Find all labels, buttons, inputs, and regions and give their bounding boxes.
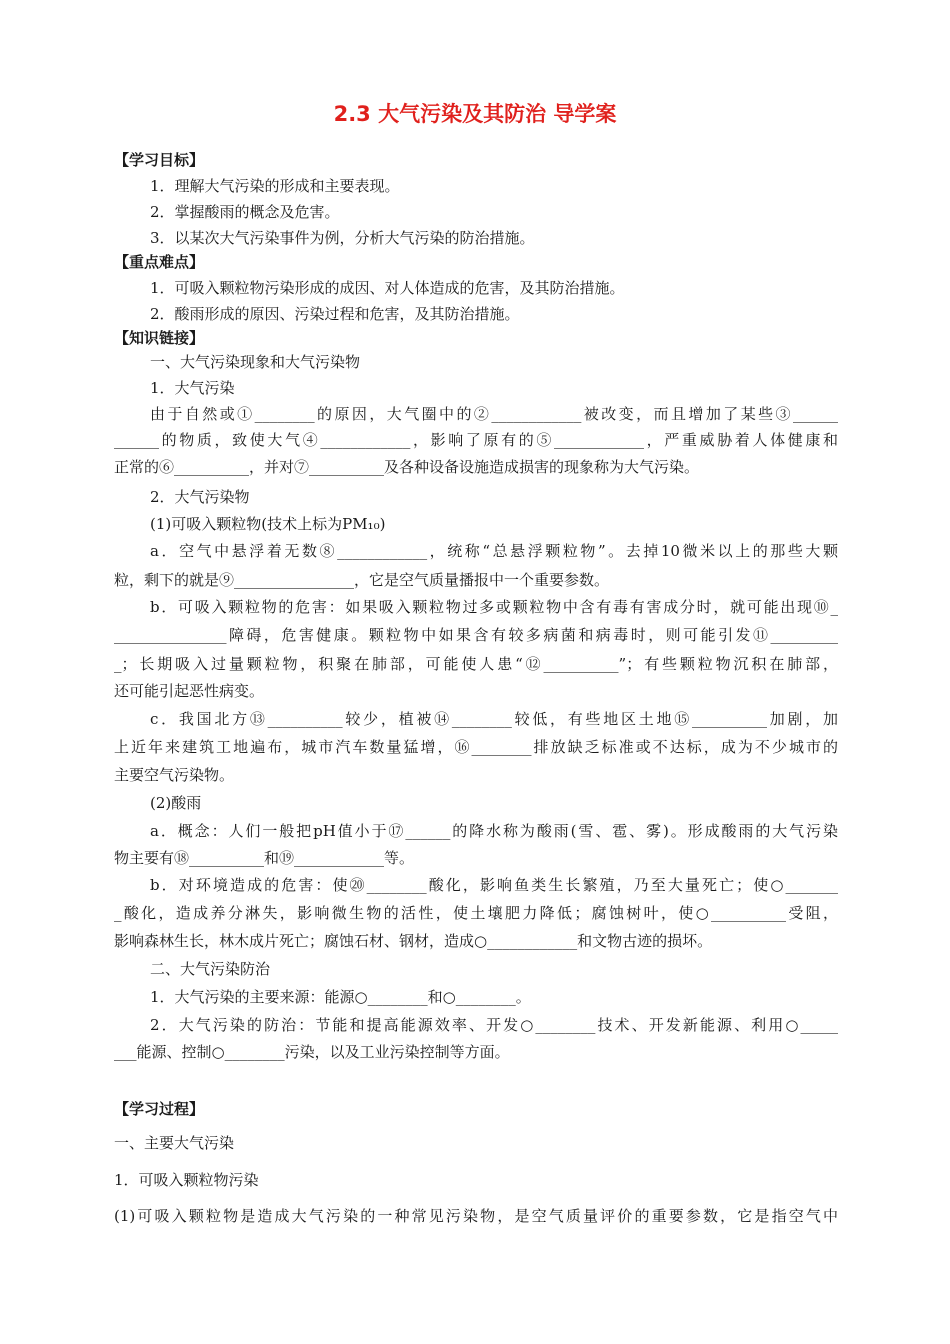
knowledge-line: 2．大气污染物 [150,488,250,506]
objective-item: 1．理解大气污染的形成和主要表现。 [150,177,400,195]
keypoint-item: 2．酸雨形成的原因、污染过程和危害，及其防治措施。 [150,305,520,323]
knowledge-line: (1)可吸入颗粒物(技术上标为PM₁₀) [150,515,386,533]
knowledge-line: 一、大气污染现象和大气污染物 [150,353,361,371]
knowledge-line: 2．大气污染的防治：节能和提高能源效率、开发○________技术、开发新能源、利用○_____ [150,1016,838,1034]
knowledge-line: b．可吸入颗粒物的危害：如果吸入颗粒物过多或颗粒物中含有毒有害成分时，就可能出现⑩_ [150,598,838,616]
objective-item: 2．掌握酸雨的概念及危害。 [150,203,340,221]
page-title: 2.3 大气污染及其防治 导学案 [333,102,617,126]
knowledge-line: 影响森林生长，林木成片死亡；腐蚀石材、钢材，造成○____________和文物古迹的损坏。 [114,932,713,950]
knowledge-line: 二、大气污染防治 [150,960,271,978]
knowledge-line: (2)酸雨 [150,794,202,812]
knowledge-line: _酸化，造成养分淋失，影响微生物的活性，使土壤肥力降低；腐蚀树叶，使○__________受阻， [114,904,838,922]
knowledge-line: 粒，剩下的就是⑨________________，它是空气质量播报中一个重要参数。 [114,571,610,589]
knowledge-line: ______的物质，致使大气④____________，影响了原有的⑤____________，严重威胁着人体健康和 [114,431,838,449]
knowledge-line: b．对环境造成的危害：使⑳________酸化，影响鱼类生长繁殖，乃至大量死亡；使○_______ [150,876,838,894]
process-header: 【学习过程】 [114,1100,205,1118]
knowledge-line: 物主要有⑱__________和⑲____________等。 [114,849,415,867]
objective-item: 3．以某次大气污染事件为例，分析大气污染的防治措施。 [150,229,535,247]
knowledge-line: 还可能引起恶性病变。 [114,682,265,700]
knowledge-line: a．概念：人们一般把pH值小于⑰______的降水称为酸雨(雪、雹、雾)。形成酸雨的大气污染 [150,822,838,840]
knowledge-line: ___能源、控制○________污染，以及工业污染控制等方面。 [114,1043,510,1061]
objectives-header: 【学习目标】 [114,151,205,169]
knowledge-line: 正常的⑥__________，并对⑦__________及各种设备设施造成损害的现象称为大气污染。 [114,458,700,476]
knowledge-line: a．空气中悬浮着无数⑧____________，统称“总悬浮颗粒物”。去掉10微米以上的那些大颗 [150,542,838,560]
process-line: 一、主要大气污染 [114,1134,235,1152]
knowledge-header: 【知识链接】 [114,329,205,347]
knowledge-line: 由于自然或①________的原因，大气圈中的②____________被改变，而且增加了某些③______ [150,405,838,423]
knowledge-line: 主要空气污染物。 [114,766,235,784]
knowledge-line: _______________障碍，危害健康。颗粒物中如果含有较多病菌和病毒时，则可能引发⑪_________ [114,626,838,644]
process-line: (1)可吸入颗粒物是造成大气污染的一种常见污染物，是空气质量评价的重要参数，它是指空气中 [114,1207,838,1225]
knowledge-line: c．我国北方⑬__________较少，植被⑭________较低，有些地区土地⑮__________加剧，加 [150,710,838,728]
knowledge-line: 1．大气污染的主要来源：能源○________和○________。 [150,988,531,1006]
knowledge-line: 1．大气污染 [150,379,235,397]
keypoints-header: 【重点难点】 [114,253,205,271]
knowledge-line: _；长期吸入过量颗粒物，积聚在肺部，可能使人患“⑫__________”；有些颗粒物沉积在肺部， [114,655,838,673]
process-line: 1．可吸入颗粒物污染 [114,1171,259,1189]
knowledge-line: 上近年来建筑工地遍布，城市汽车数量猛增，⑯________排放缺乏标准或不达标，成为不少城市的 [114,738,838,756]
keypoint-item: 1．可吸入颗粒物污染形成的成因、对人体造成的危害，及其防治措施。 [150,279,625,297]
